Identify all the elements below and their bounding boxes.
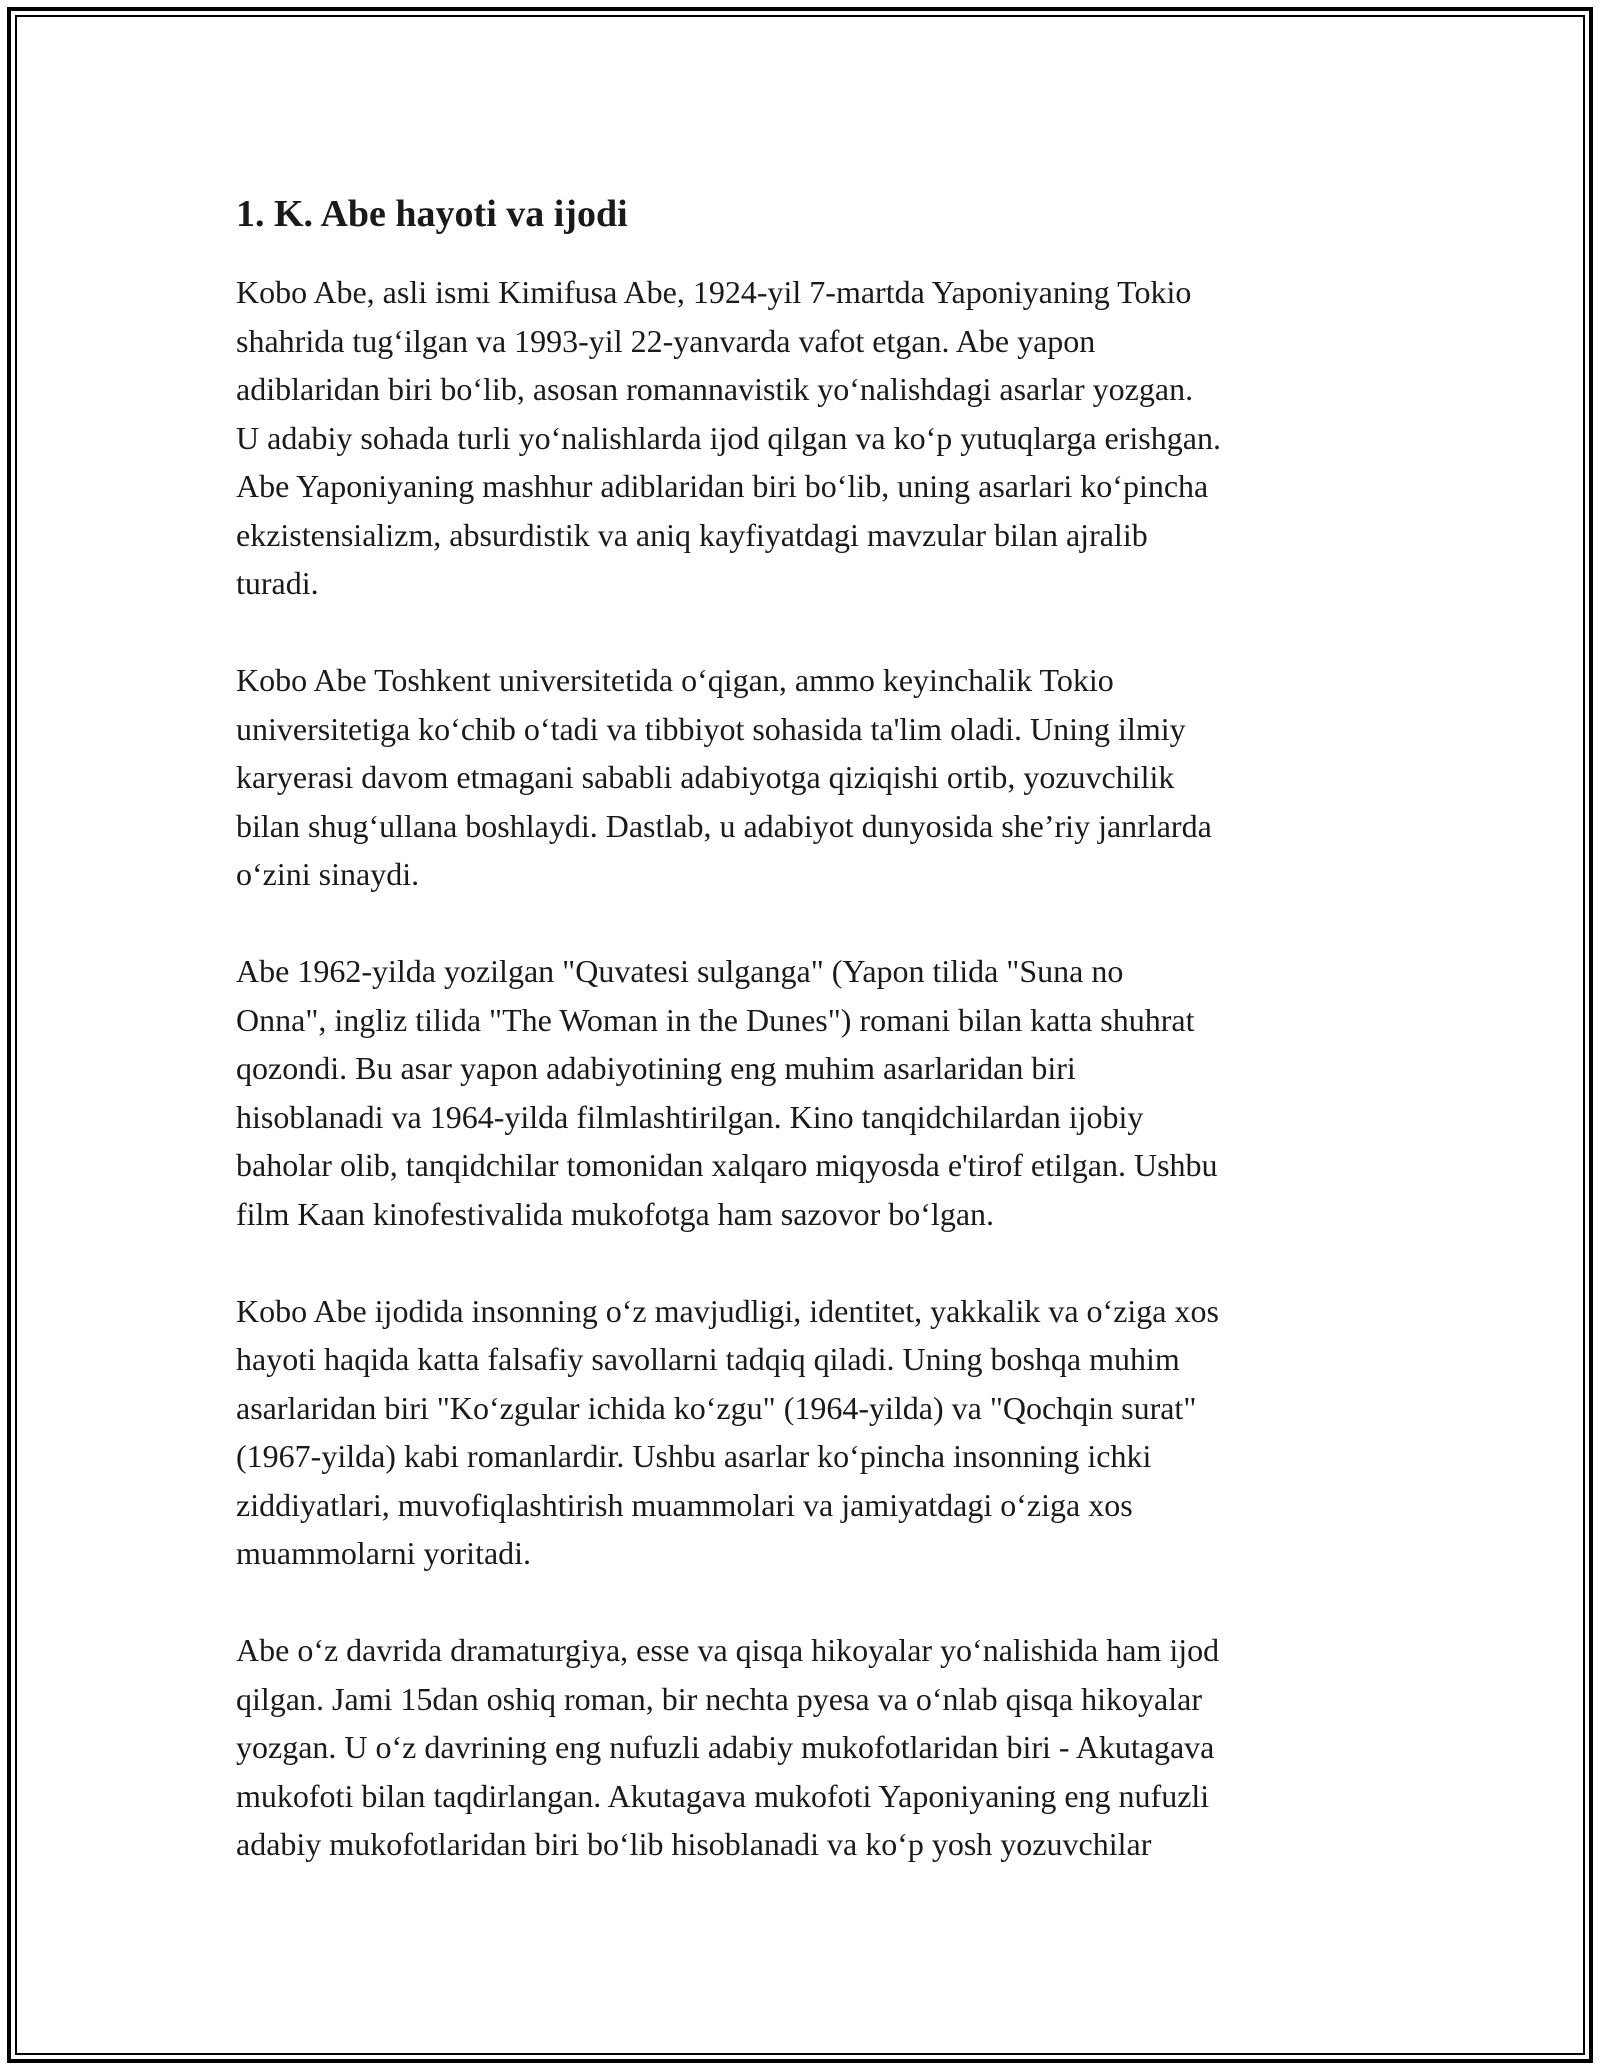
text-line: shahrida tug‘ilgan va 1993-yil 22-yanvarda vafot etgan. Abe yapon bbox=[236, 322, 1096, 359]
text-line: turadi. bbox=[236, 565, 319, 601]
text-line: bilan shug‘ullana boshlaydi. Dastlab, u adabiyot dunyosida she’riy janrlarda bbox=[236, 807, 1212, 844]
document-body bbox=[236, 190, 1376, 1917]
text-line: yozgan. U o‘z davrining eng nufuzli adabiy mukofotlaridan biri - Akutagava bbox=[236, 1729, 1215, 1765]
text-line: adiblaridan biri bo‘lib, asosan romannavistik yo‘nalishdagi asarlar yozgan. bbox=[236, 371, 1194, 407]
text-line: asarlaridan biri "Ko‘zgular ichida ko‘zgu" (1964-yilda) va "Qochqin surat" bbox=[236, 1389, 1197, 1426]
text-line: mukofoti bilan taqdirlangan. Akutagava mukofoti Yaponiyaning eng nufuzli bbox=[236, 1777, 1210, 1814]
text-line: Abe 1962-yilda yozilgan "Quvatesi sulganga" (Yapon tilida "Suna no bbox=[236, 953, 1124, 989]
text-line: muammolarni yoritadi. bbox=[236, 1535, 532, 1571]
text-line: o‘zini sinaydi. bbox=[236, 856, 420, 892]
paragraph-education bbox=[236, 656, 1376, 899]
text-line: hayoti haqida katta falsafiy savollarni tadqiq qiladi. Uning boshqa muhim bbox=[236, 1341, 1180, 1377]
paragraph-biography bbox=[236, 268, 1376, 608]
text-line: Abe Yaponiyaning mashhur adiblaridan biri bo‘lib, uning asarlari ko‘pincha bbox=[236, 468, 1209, 504]
text-line: universitetiga ko‘chib o‘tadi va tibbiyot sohasida ta'lim oladi. Uning ilmiy bbox=[236, 710, 1186, 747]
text-line: Kobo Abe ijodida insonning o‘z mavjudligi, identitet, yakkalik va o‘ziga xos bbox=[236, 1292, 1219, 1329]
text-line: (1967-yilda) kabi romanlardir. Ushbu asarlar ko‘pincha insonning ichki bbox=[236, 1438, 1152, 1474]
text-line: U adabiy sohada turli yo‘nalishlarda ijod qilgan va ko‘p yutuqlarga erishgan. bbox=[236, 419, 1221, 456]
paragraph-works-awards bbox=[236, 1626, 1376, 1869]
text-line: baholar olib, tanqidchilar tomonidan xalqaro miqyosda e'tirof etilgan. Ushbu bbox=[236, 1147, 1218, 1183]
text-line: ziddiyatlari, muvofiqlashtirish muammolari va jamiyatdagi o‘ziga xos bbox=[236, 1486, 1133, 1523]
text-line: Kobo Abe, asli ismi Kimifusa Abe, 1924-yil 7-martda Yaponiyaning Tokio bbox=[236, 274, 1192, 310]
section-heading: 1. K. Abe hayoti va ijodi bbox=[236, 193, 628, 235]
text-line: karyerasi davom etmagani sababli adabiyotga qiziqishi ortib, yozuvchilik bbox=[236, 759, 1175, 795]
text-line: qozondi. Bu asar yapon adabiyotining eng muhim asarlaridan biri bbox=[236, 1050, 1076, 1086]
paragraph-themes bbox=[236, 1287, 1376, 1578]
text-line: adabiy mukofotlaridan biri bo‘lib hisoblanadi va ko‘p yosh yozuvchilar bbox=[236, 1826, 1152, 1862]
text-line: Onna", ingliz tilida "The Woman in the Dunes") romani bilan katta shuhrat bbox=[236, 1001, 1195, 1038]
paragraph-woman-in-dunes bbox=[236, 947, 1376, 1238]
text-line: ekzistensializm, absurdistik va aniq kayfiyatdagi mavzular bilan ajralib bbox=[236, 516, 1148, 553]
text-line: Abe o‘z davrida dramaturgiya, esse va qisqa hikoyalar yo‘nalishida ham ijod bbox=[236, 1632, 1220, 1668]
text-line: hisoblanadi va 1964-yilda filmlashtirilgan. Kino tanqidchilardan ijobiy bbox=[236, 1098, 1144, 1135]
text-line: film Kaan kinofestivalida mukofotga ham sazovor bo‘lgan. bbox=[236, 1195, 995, 1232]
text-line: qilgan. Jami 15dan oshiq roman, bir nechta pyesa va o‘nlab qisqa hikoyalar bbox=[236, 1680, 1202, 1717]
text-line: Kobo Abe Toshkent universitetida o‘qigan, ammo keyinchalik Tokio bbox=[236, 662, 1114, 698]
